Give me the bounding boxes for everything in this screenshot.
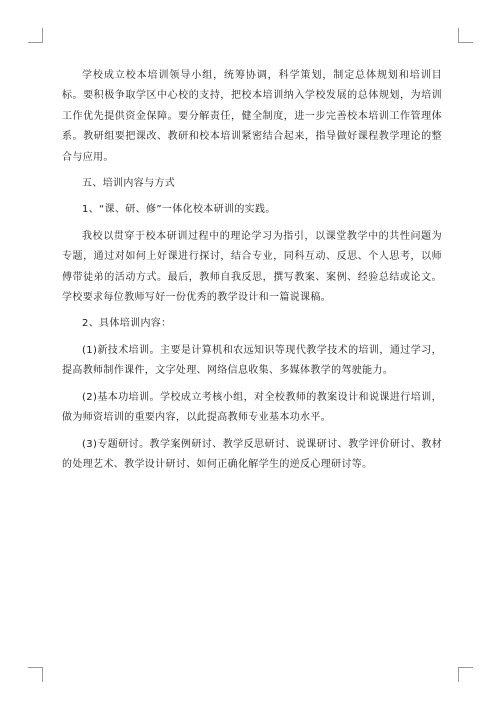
crop-mark-bottom-left (28, 667, 43, 682)
subheading-integrated-training: 1、“课、研、修”一体化校本研训的实践。 (82, 204, 276, 216)
paragraph-basic-skills: (2)基本功培训。学校成立考核小组，对全校教师的教案设计和说课进行培训，做为师资培训的重要内容，以此提高教师专业基本功水平。 (62, 391, 442, 424)
crop-mark-top-left (28, 28, 43, 43)
paragraph-school-practice: 我校以贯穿于校本研训过程中的理论学习为指引，以课堂教学中的共性问题为专题，通过对如何上好课进行探讨，结合专业，同科互动、反思、个人思考，以师傅带徒弟的活动方式。最后，教师自我反思，撰写教案、案例、经验总结或论文。学校要求每位教师写好一份优秀的教学设计和一篇说课稿。 (62, 230, 442, 304)
document-body (62, 66, 442, 475)
paragraph-new-technology: (1)新技术培训。主要是计算机和农远知识等现代教学技术的培训，通过学习，提高教师制作课件，文字处理、网络信息收集、多媒体教学的驾驶能力。 (62, 344, 442, 377)
subheading-specific-content: 2、具体培训内容： (82, 318, 172, 330)
section-heading-training-content: 五、培训内容与方式 (82, 178, 176, 190)
crop-mark-bottom-right (458, 667, 473, 682)
paragraph-topic-research: (3)专题研讨。教学案例研讨、教学反思研讨、说课研讨、教学评价研讨、教材的处理艺术、教学设计研讨、如何正确化解学生的逆反心理研讨等。 (62, 438, 442, 470)
crop-mark-top-right (458, 28, 473, 43)
paragraph-leadership: 学校成立校本培训领导小组，统筹协调，科学策划，制定总体规划和培训目标。要积极争取学区中心校的支持，把校本培训纳入学校发展的总体规划，为培训工作优先提供资金保障。要分解责任，健全制度，进一步完善校本培训工作管理体系。教研组要把课改、教研和校本培训紧密结合起来，指导做好课程教学理论的整合与应用。 (62, 70, 442, 163)
